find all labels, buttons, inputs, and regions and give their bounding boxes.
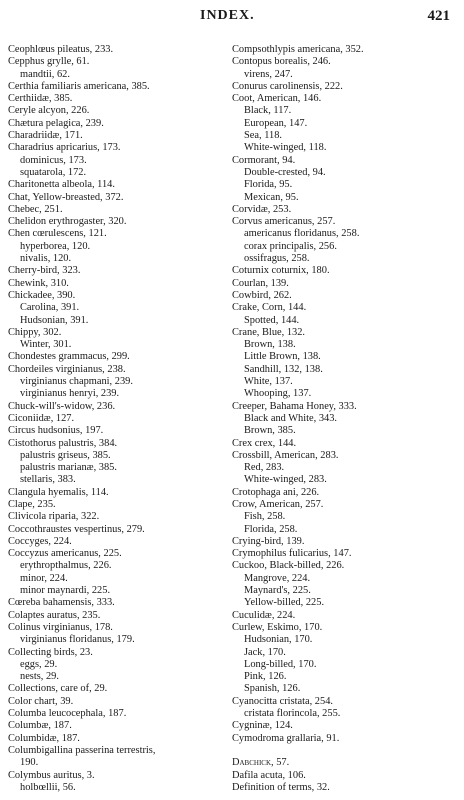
index-subentry: Hudsonian, 391. bbox=[20, 314, 89, 326]
index-subentry: holbœllii, 56. bbox=[20, 781, 76, 793]
index-subentry: cristata florincola, 255. bbox=[244, 708, 341, 720]
index-subentry: European, 147. bbox=[244, 117, 308, 129]
index-subentry: White, 137. bbox=[244, 376, 293, 388]
index-subentry: nivalis, 120. bbox=[20, 253, 72, 265]
index-entry: Clivicola riparia, 322. bbox=[8, 511, 100, 523]
index-subentry: Red, 283. bbox=[244, 462, 285, 474]
index-entry: Chondestes grammacus, 299. bbox=[8, 351, 130, 363]
index-subentry: Maynard's, 225. bbox=[244, 585, 311, 597]
running-title: INDEX. bbox=[200, 8, 255, 23]
index-entry: Charadriidæ, 171. bbox=[8, 130, 83, 142]
index-entry: Coccyges, 224. bbox=[8, 535, 72, 547]
index-entry: Colinus virginianus, 178. bbox=[8, 621, 113, 633]
index-subentry: Brown, 138. bbox=[244, 339, 296, 351]
index-entry: Chordeiles virginianus, 238. bbox=[8, 363, 126, 375]
index-subentry: Fish, 258. bbox=[244, 511, 286, 523]
index-entry: Columbigallina passerina terrestris, bbox=[8, 744, 156, 756]
index-entry: Clape, 235. bbox=[8, 498, 56, 510]
index-subentry: Yellow-billed, 225. bbox=[244, 597, 325, 609]
index-subentry: ossifragus, 258. bbox=[244, 253, 310, 265]
index-entry: Chuck-will's-widow, 236. bbox=[8, 400, 116, 412]
index-column-right bbox=[232, 44, 458, 794]
index-entry: Curlew, Eskimo, 170. bbox=[232, 621, 323, 633]
index-subentry: virginianus henryi, 239. bbox=[20, 388, 120, 400]
index-subentry: Hudsonian, 170. bbox=[244, 634, 313, 646]
index-subentry: Little Brown, 138. bbox=[244, 351, 321, 363]
index-entry: Crotophaga ani, 226. bbox=[232, 486, 320, 498]
index-subentry: Spanish, 126. bbox=[244, 683, 301, 695]
index-subentry: virens, 247. bbox=[244, 68, 293, 80]
index-entry: Cormorant, 94. bbox=[232, 154, 296, 166]
index-entry: Coturnix coturnix, 180. bbox=[232, 265, 330, 277]
index-subentry: Whooping, 137. bbox=[244, 388, 312, 400]
index-subentry: stellaris, 383. bbox=[20, 474, 76, 486]
index-entry: Corvus americanus, 257. bbox=[232, 216, 336, 228]
index-subentry: virginianus chapmani, 239. bbox=[20, 376, 133, 388]
index-entry: Charitonetta albeola, 114. bbox=[8, 179, 115, 191]
page-header bbox=[0, 8, 464, 28]
index-subentry: 190. bbox=[20, 757, 39, 769]
index-entry: Certhia familiaris americana, 385. bbox=[8, 80, 150, 92]
index-entry: Ceryle alcyon, 226. bbox=[8, 105, 90, 117]
index-subentry: Carolina, 391. bbox=[20, 302, 80, 314]
index-entry: Colaptes auratus, 235. bbox=[8, 609, 101, 621]
index-entry: Columbæ, 187. bbox=[8, 720, 72, 732]
index-entry: Collecting birds, 23. bbox=[8, 646, 93, 658]
index-entry: Columba leucocephala, 187. bbox=[8, 708, 127, 720]
index-subentry: Black and White, 343. bbox=[244, 412, 338, 424]
index-subentry: Black, 117. bbox=[244, 105, 292, 117]
index-entry: Coccothraustes vespertinus, 279. bbox=[8, 523, 145, 535]
index-subentry: Sea, 118. bbox=[244, 130, 282, 142]
index-subentry: Spotted, 144. bbox=[244, 314, 300, 326]
index-entry: Chelidon erythrogaster, 320. bbox=[8, 216, 127, 228]
index-entry: Collections, care of, 29. bbox=[8, 683, 108, 695]
index-subentry: eggs, 29. bbox=[20, 658, 58, 670]
index-subentry: palustris griseus, 385. bbox=[20, 449, 111, 461]
index-subentry: minor maynardi, 225. bbox=[20, 585, 111, 597]
index-subentry: dominicus, 173. bbox=[20, 154, 87, 166]
page-number: 421 bbox=[427, 8, 450, 24]
index-entry: Crake, Corn, 144. bbox=[232, 302, 307, 314]
index-entry: Corvidæ, 253. bbox=[232, 203, 292, 215]
index-entry: Definition of terms, 32. bbox=[232, 781, 330, 793]
index-entry: Chen cœrulescens, 121. bbox=[8, 228, 107, 240]
index-entry: Crane, Blue, 132. bbox=[232, 326, 306, 338]
index-entry: Chætura pelagica, 239. bbox=[8, 117, 104, 129]
index-entry: Cherry-bird, 323. bbox=[8, 265, 81, 277]
index-entry: Cuculidæ, 224. bbox=[232, 609, 296, 621]
index-subentry: Brown, 385. bbox=[244, 425, 296, 437]
index-entry: Chickadee, 390. bbox=[8, 289, 76, 301]
index-entry: Cygninæ, 124. bbox=[232, 720, 293, 732]
index-subentry: squatarola, 172. bbox=[20, 166, 87, 178]
index-entry: Dabchick, 57. bbox=[232, 757, 290, 769]
index-entry: Creeper, Bahama Honey, 333. bbox=[232, 400, 357, 412]
index-entry: Clangula hyemalis, 114. bbox=[8, 486, 109, 498]
index-column-left bbox=[8, 44, 230, 794]
index-entry: Conurus carolinensis, 222. bbox=[232, 80, 343, 92]
index-entry: Cymodroma grallaria, 91. bbox=[232, 732, 340, 744]
index-entry: Coot, American, 146. bbox=[232, 93, 322, 105]
index-entry: Cyanocitta cristata, 254. bbox=[232, 695, 333, 707]
index-subentry: erythropthalmus, 226. bbox=[20, 560, 112, 572]
index-entry: Courlan, 139. bbox=[232, 277, 289, 289]
index-subentry: hyperborea, 120. bbox=[20, 240, 91, 252]
index-entry: Cistothorus palustris, 384. bbox=[8, 437, 118, 449]
index-entry: Cowbird, 262. bbox=[232, 289, 292, 301]
index-entry: Ceophlœus pileatus, 233. bbox=[8, 44, 114, 55]
index-subentry: White-winged, 283. bbox=[244, 474, 327, 486]
index-entry: Crow, American, 257. bbox=[232, 498, 324, 510]
index-entry: Chewink, 310. bbox=[8, 277, 69, 289]
index-entry: Chippy, 302. bbox=[8, 326, 62, 338]
index-entry: Columbidæ, 187. bbox=[8, 732, 80, 744]
index-entry: Compsothlypis americana, 352. bbox=[232, 44, 364, 55]
index-entry: Contopus borealis, 246. bbox=[232, 56, 331, 68]
index-subentry: Double-crested, 94. bbox=[244, 166, 326, 178]
index-subentry: corax principalis, 256. bbox=[244, 240, 337, 252]
index-subentry: Pink, 126. bbox=[244, 671, 287, 683]
index-entry: Crymophilus fulicarius, 147. bbox=[232, 548, 352, 560]
index-subentry: minor, 224. bbox=[20, 572, 68, 584]
index-entry: Crying-bird, 139. bbox=[232, 535, 305, 547]
index-subentry: Long-billed, 170. bbox=[244, 658, 317, 670]
index-subentry: palustris marianæ, 385. bbox=[20, 462, 117, 474]
index-entry: Certhiidæ, 385. bbox=[8, 93, 73, 105]
index-entry: Circus hudsonius, 197. bbox=[8, 425, 104, 437]
index-entry: Ciconiidæ, 127. bbox=[8, 412, 75, 424]
index-entry: Coccyzus americanus, 225. bbox=[8, 548, 122, 560]
index-entry: Cœreba bahamensis, 333. bbox=[8, 597, 115, 609]
index-subentry: Mexican, 95. bbox=[244, 191, 299, 203]
index-subentry: nests, 29. bbox=[20, 671, 59, 683]
index-subentry: virginianus floridanus, 179. bbox=[20, 634, 135, 646]
index-subentry: Winter, 301. bbox=[20, 339, 72, 351]
index-subentry: White-winged, 118. bbox=[244, 142, 327, 154]
index-subentry: Florida, 95. bbox=[244, 179, 293, 191]
index-subentry: Florida, 258. bbox=[244, 523, 298, 535]
index-entry: Color chart, 39. bbox=[8, 695, 74, 707]
index-subentry: Jack, 170. bbox=[244, 646, 286, 658]
index-subentry: mandtii, 62. bbox=[20, 68, 70, 80]
index-entry: Cuckoo, Black-billed, 226. bbox=[232, 560, 345, 572]
index-entry: Colymbus auritus, 3. bbox=[8, 769, 95, 781]
index-entry: Chebec, 251. bbox=[8, 203, 63, 215]
index-entry: Crex crex, 144. bbox=[232, 437, 297, 449]
index-entry: Chat, Yellow-breasted, 372. bbox=[8, 191, 124, 203]
index-entry: Charadrius apricarius, 173. bbox=[8, 142, 121, 154]
index-subentry: Mangrove, 224. bbox=[244, 572, 311, 584]
index-subentry: americanus floridanus, 258. bbox=[244, 228, 360, 240]
index-entry: Cepphus grylle, 61. bbox=[8, 56, 90, 68]
index-subentry: Sandhill, 132, 138. bbox=[244, 363, 323, 375]
index-entry: Dafila acuta, 106. bbox=[232, 769, 306, 781]
index-entry: Crossbill, American, 283. bbox=[232, 449, 339, 461]
